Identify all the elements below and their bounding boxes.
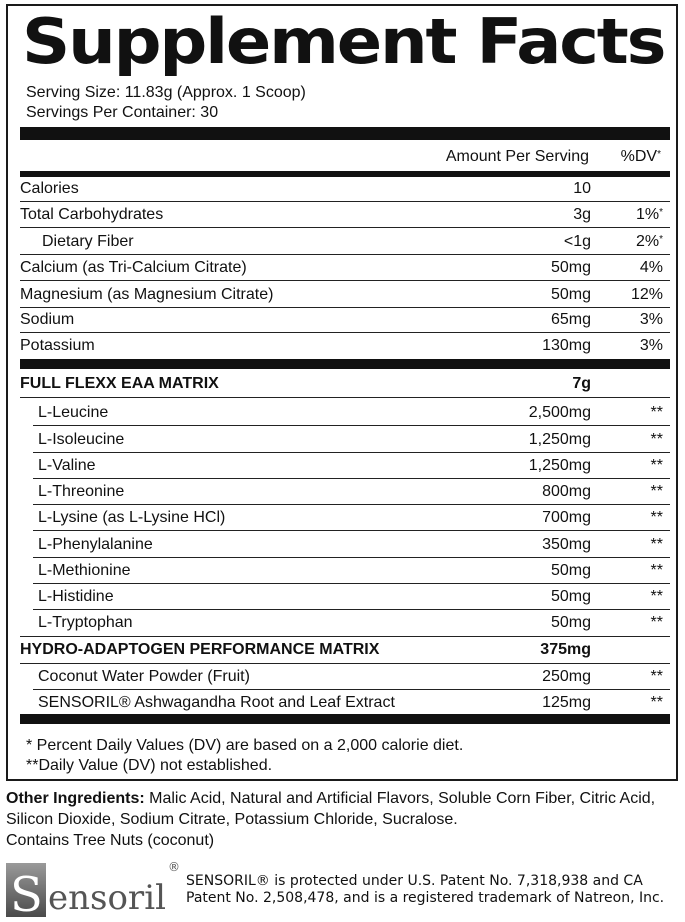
row-label: HYDRO-ADAPTOGEN PERFORMANCE MATRIX xyxy=(20,641,380,658)
serving-size: Serving Size: 11.83g (Approx. 1 Scoop) xyxy=(26,84,306,101)
row-label: L-Phenylalanine xyxy=(38,536,153,553)
row-divider xyxy=(33,452,670,453)
row-dv xyxy=(651,585,663,609)
amino-acid-row xyxy=(8,559,680,583)
row-dv-value: ** xyxy=(650,668,663,685)
amino-acid-row xyxy=(8,428,680,452)
row-divider xyxy=(33,425,670,426)
other-ingredients xyxy=(6,788,678,851)
nutrient-row xyxy=(8,203,680,227)
row-amount: 3g xyxy=(573,206,591,223)
row-amount: 375mg xyxy=(540,641,591,658)
row-dv-value: 3% xyxy=(639,337,663,354)
row-divider xyxy=(33,689,670,690)
row-dv-value: ** xyxy=(650,562,663,579)
header-dv xyxy=(621,146,661,168)
row-divider xyxy=(33,557,670,558)
hydro-item-row xyxy=(8,691,680,715)
eaa-matrix-header xyxy=(8,372,680,396)
row-dv-value: 4% xyxy=(639,259,663,276)
amino-acid-row xyxy=(8,585,680,609)
row-dv xyxy=(651,506,663,530)
amino-acid-row xyxy=(8,611,680,635)
other-ingredients-text: Malic Acid, Natural and Artificial Flavors, Soluble Corn Fiber, Citric Acid, xyxy=(144,790,656,807)
row-divider xyxy=(20,332,670,333)
header-amount-per-serving: Amount Per Serving xyxy=(445,148,589,165)
row-dv xyxy=(651,691,663,715)
patent-line-1: SENSORIL® is protected under U.S. Patent No. 7,318,938 and CA xyxy=(186,873,643,889)
patent-notice xyxy=(186,873,664,907)
row-divider xyxy=(33,478,670,479)
row-divider xyxy=(20,201,670,202)
row-label: L-Tryptophan xyxy=(38,614,133,631)
row-dv xyxy=(636,230,663,254)
row-label: Total Carbohydrates xyxy=(20,206,164,223)
row-amount: 50mg xyxy=(550,562,591,579)
row-amount: 50mg xyxy=(550,588,591,605)
row-amount: 50mg xyxy=(550,259,591,276)
svg-text:S: S xyxy=(10,867,43,922)
row-label: L-Valine xyxy=(38,457,96,474)
row-amount: 250mg xyxy=(542,668,591,685)
row-dv xyxy=(651,401,663,425)
svg-text:®: ® xyxy=(168,860,180,874)
row-dv-value: 2% xyxy=(635,233,660,250)
supplement-facts-panel xyxy=(6,4,678,781)
row-dv-value: 1% xyxy=(635,206,660,223)
row-label: Calories xyxy=(20,180,79,197)
row-dv xyxy=(651,533,663,557)
row-amount: 800mg xyxy=(542,483,591,500)
row-dv xyxy=(651,428,663,452)
row-dv-value: 12% xyxy=(630,286,663,303)
footnote-dv: * Percent Daily Values (DV) are based on a 2,000 calorie diet. xyxy=(26,737,464,754)
row-dv xyxy=(651,611,663,635)
other-ingredients-line2: Silicon Dioxide, Sodium Citrate, Potassium Chloride, Sucralose. xyxy=(6,811,458,828)
row-dv-mark: * xyxy=(659,207,663,218)
row-divider xyxy=(33,530,670,531)
row-dv xyxy=(640,308,663,332)
row-dv xyxy=(636,203,663,227)
row-amount: 1,250mg xyxy=(528,431,591,448)
thick-divider xyxy=(20,359,670,369)
nutrient-row xyxy=(8,283,680,307)
row-amount: 65mg xyxy=(550,311,591,328)
row-dv-value: 3% xyxy=(639,311,663,328)
sensoril-logo xyxy=(6,857,180,922)
panel-title: Supplement Facts xyxy=(22,5,665,78)
footnote-not-established: **Daily Value (DV) not established. xyxy=(26,757,273,774)
hydro-matrix-header xyxy=(8,638,680,662)
row-amount: <1g xyxy=(563,233,591,250)
row-divider xyxy=(20,636,670,637)
row-dv xyxy=(651,454,663,478)
row-label: Potassium xyxy=(20,337,95,354)
nutrient-row xyxy=(8,308,680,332)
servings-per-container: Servings Per Container: 30 xyxy=(26,104,219,121)
row-dv-value: ** xyxy=(650,483,663,500)
row-amount: 50mg xyxy=(550,614,591,631)
row-dv-value: ** xyxy=(650,404,663,421)
allergen-statement: Contains Tree Nuts (coconut) xyxy=(6,832,215,849)
row-dv-value: ** xyxy=(650,457,663,474)
row-divider xyxy=(20,397,670,398)
row-amount: 700mg xyxy=(542,509,591,526)
row-label: L-Lysine (as L-Lysine HCl) xyxy=(38,509,226,526)
row-amount: 1,250mg xyxy=(528,457,591,474)
amino-acid-row xyxy=(8,454,680,478)
hydro-item-row xyxy=(8,665,680,689)
row-dv-mark: * xyxy=(659,234,663,245)
row-dv xyxy=(640,334,663,358)
row-amount: 125mg xyxy=(542,694,591,711)
row-divider xyxy=(33,583,670,584)
thick-divider xyxy=(20,714,670,724)
row-label: L-Histidine xyxy=(38,588,114,605)
row-dv xyxy=(640,256,663,280)
thick-divider xyxy=(20,127,670,140)
row-amount: 2,500mg xyxy=(528,404,591,421)
amino-acid-row xyxy=(8,401,680,425)
nutrient-row xyxy=(8,334,680,358)
row-divider xyxy=(20,254,670,255)
row-label: Coconut Water Powder (Fruit) xyxy=(38,668,250,685)
row-label: L-Isoleucine xyxy=(38,431,125,448)
row-amount: 50mg xyxy=(550,286,591,303)
row-dv-value: ** xyxy=(650,536,663,553)
row-dv xyxy=(651,665,663,689)
row-dv xyxy=(651,559,663,583)
row-label: L-Methionine xyxy=(38,562,131,579)
other-ingredients-heading: Other Ingredients: xyxy=(6,790,145,807)
nutrient-row xyxy=(8,256,680,280)
nutrient-row xyxy=(8,177,680,201)
row-dv-value: ** xyxy=(650,509,663,526)
amino-acid-row xyxy=(8,506,680,530)
row-dv xyxy=(631,283,663,307)
row-label: SENSORIL® Ashwagandha Root and Leaf Extract xyxy=(38,694,395,711)
row-amount: 350mg xyxy=(542,536,591,553)
row-divider xyxy=(20,227,670,228)
row-amount: 130mg xyxy=(542,337,591,354)
row-dv-value: ** xyxy=(650,614,663,631)
row-dv-value: ** xyxy=(650,694,663,711)
row-label: Dietary Fiber xyxy=(42,233,134,250)
svg-text:ensoril: ensoril xyxy=(48,878,166,918)
header-dv-mark: * xyxy=(657,149,661,160)
nutrient-row xyxy=(8,230,680,254)
patent-line-2: Patent No. 2,508,478, and is a registered trademark of Natreon, Inc. xyxy=(186,890,665,906)
row-label: FULL FLEXX EAA MATRIX xyxy=(20,375,219,392)
row-label: Calcium (as Tri-Calcium Citrate) xyxy=(20,259,247,276)
amino-acid-row xyxy=(8,533,680,557)
row-divider xyxy=(33,609,670,610)
row-label: L-Leucine xyxy=(38,404,109,421)
row-label: L-Threonine xyxy=(38,483,125,500)
row-divider xyxy=(20,663,670,664)
header-dv-label: %DV xyxy=(620,148,658,165)
row-divider xyxy=(33,504,670,505)
row-dv xyxy=(651,480,663,504)
row-label: Magnesium (as Magnesium Citrate) xyxy=(20,286,274,303)
amino-acid-row xyxy=(8,480,680,504)
row-amount: 7g xyxy=(572,375,591,392)
row-label: Sodium xyxy=(20,311,75,328)
row-divider xyxy=(20,280,670,281)
row-dv-value: ** xyxy=(650,588,663,605)
row-dv-value: ** xyxy=(650,431,663,448)
row-amount: 10 xyxy=(573,180,591,197)
